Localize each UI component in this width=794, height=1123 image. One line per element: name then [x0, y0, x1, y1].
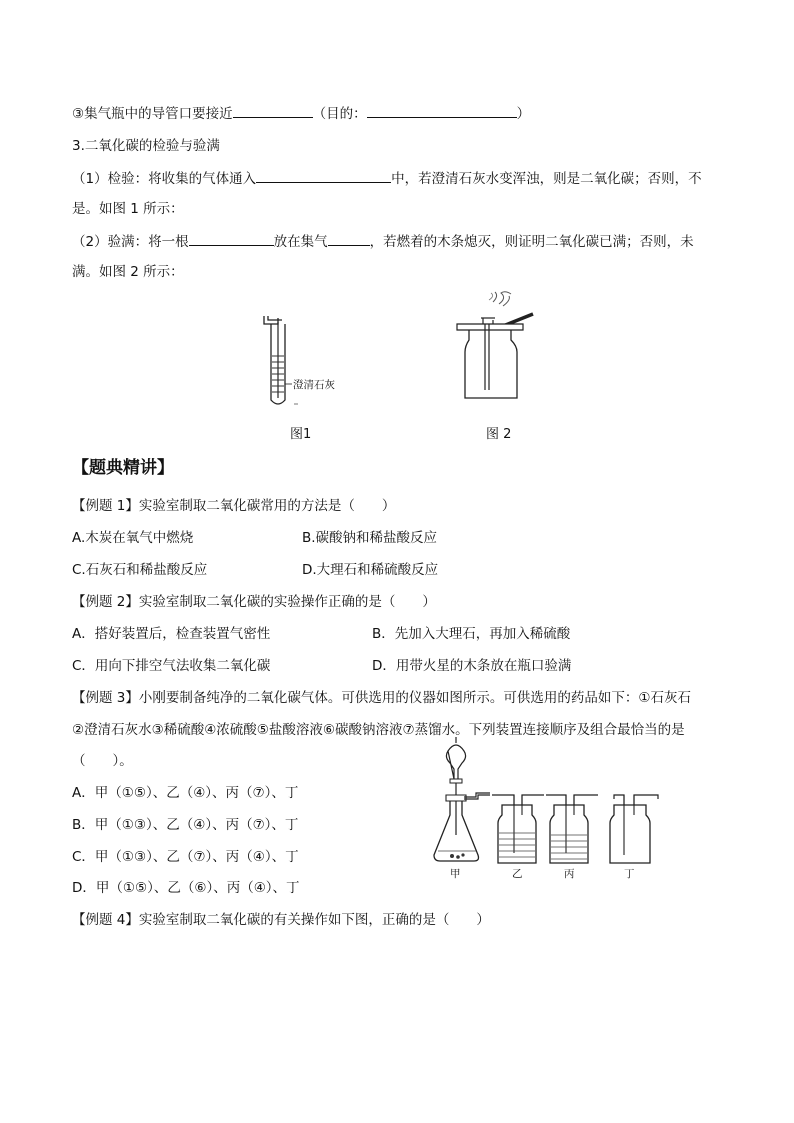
example-3-option-c: C．甲（①③）、乙（⑦）、丙（④）、丁 [72, 849, 299, 865]
line-test: （1）检验：将收集的气体通入 中，若澄清石灰水变浑浊，则是二氧化碳；否则，不 [72, 168, 702, 189]
example-3-question-line2: ②澄清石灰水③稀硫酸④浓硫酸⑤盐酸溶液⑥碳酸钠溶液⑦蒸馏水。下列装置连接顺序及组合最恰当的是 [72, 722, 685, 738]
fig1-label: 澄清石灰 [293, 379, 335, 391]
bottle-ding [610, 795, 658, 863]
line-full-check: （2）验满：将一根 放在集气 ，若燃着的木条熄灭，则证明二氧化碳已满；否则，未 [72, 231, 694, 252]
figure-1-test-tube [256, 312, 335, 412]
example-1-option-a: A.木炭在氧气中燃烧 [72, 530, 194, 546]
example-2-question: 【例题 2】实验室制取二氧化碳的实验操作正确的是（ ） [72, 594, 436, 610]
example-3-apparatus [428, 735, 668, 885]
label-bing: 丙 [564, 868, 575, 880]
fig2-caption: 图 2 [486, 427, 512, 442]
flask-jia [434, 737, 490, 861]
example-3-option-a: A．甲（①⑤）、乙（④）、丙（⑦）、丁 [72, 785, 299, 801]
example-1-option-c: C.石灰石和稀盐酸反应 [72, 562, 208, 578]
label-jia: 甲 [450, 868, 461, 880]
blank-4 [189, 231, 274, 246]
subsection-heading: 3.二氧化碳的检验与验满 [72, 138, 220, 154]
blank-5 [328, 231, 370, 246]
bottle-bing [546, 795, 598, 863]
line-collection-tip: ③集气瓶中的导管口要接近 （目的： ） [72, 103, 530, 124]
blank-2 [367, 103, 517, 118]
figure-2-gas-bottle [455, 290, 565, 400]
example-3-question-line3: （ ）。 [72, 753, 133, 769]
example-1-option-d: D.大理石和稀硫酸反应 [302, 562, 439, 578]
example-2-option-a: A．搭好装置后，检查装置气密性 [72, 626, 271, 642]
bottle-yi [492, 795, 544, 863]
line-fig1-ref: 是。如图 1 所示： [72, 201, 184, 217]
example-2-option-b: B．先加入大理石，再加入稀硫酸 [372, 626, 571, 642]
example-3-option-d: D．甲（①⑤）、乙（⑥）、丙（④）、丁 [72, 880, 300, 896]
example-2-option-d: D．用带火星的木条放在瓶口验满 [372, 658, 572, 674]
example-3-option-b: B．甲（①③）、乙（④）、丙（⑦）、丁 [72, 817, 299, 833]
example-3-question-line1: 【例题 3】小刚要制备纯净的二氧化碳气体。可供选用的仪器如图所示。可供选用的药品如下：①石灰石 [72, 690, 691, 706]
example-2-option-c: C．用向下排空气法收集二氧化碳 [72, 658, 271, 674]
label-ding: 丁 [624, 868, 635, 880]
example-1-question: 【例题 1】实验室制取二氧化碳常用的方法是（ ） [72, 498, 396, 514]
example-4-question: 【例题 4】实验室制取二氧化碳的有关操作如下图，正确的是（ ） [72, 912, 490, 928]
line-fig2-ref: 满。如图 2 所示： [72, 264, 184, 280]
label-yi: 乙 [512, 868, 523, 880]
section-title: 【题典精讲】 [72, 458, 174, 478]
fig1-caption: 图1 [290, 427, 312, 442]
example-1-option-b: B.碳酸钠和稀盐酸反应 [302, 530, 438, 546]
blank-1 [233, 103, 313, 118]
blank-3 [256, 168, 391, 183]
